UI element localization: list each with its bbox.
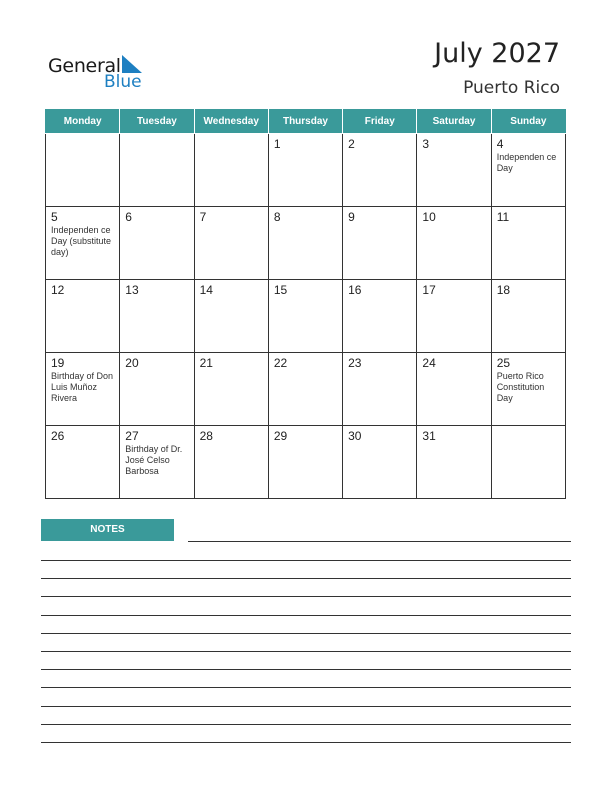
day-number: 6: [125, 210, 132, 224]
holiday-label: Birthday of Don Luis Muñoz Rivera: [51, 371, 114, 403]
notes-line: [41, 651, 571, 652]
day-cell: [417, 134, 491, 207]
day-cell: [194, 280, 268, 353]
day-number: 10: [422, 210, 436, 224]
calendar-grid: [45, 109, 566, 499]
day-number: 26: [51, 429, 65, 443]
day-cell: [343, 426, 417, 499]
day-number: 20: [125, 356, 139, 370]
week-row: [46, 426, 566, 499]
weekday-header: Tuesday: [120, 110, 194, 134]
week-row: [46, 353, 566, 426]
week-row: [46, 134, 566, 207]
day-cell: [491, 426, 565, 499]
notes-line: [41, 706, 571, 707]
notes-line: [41, 578, 571, 579]
day-cell: [268, 134, 342, 207]
weekday-header: Friday: [343, 110, 417, 134]
day-cell: [343, 134, 417, 207]
day-cell: [120, 426, 194, 499]
day-cell: [46, 353, 120, 426]
day-number: 16: [348, 283, 362, 297]
day-cell: [417, 426, 491, 499]
day-number: 13: [125, 283, 139, 297]
day-cell: [343, 207, 417, 280]
weekday-header: Thursday: [268, 110, 342, 134]
day-number: 8: [273, 210, 281, 224]
day-cell: [46, 134, 120, 207]
notes-line: [41, 669, 571, 670]
weekday-header: Wednesday: [194, 110, 268, 134]
day-number: 2: [348, 137, 355, 151]
day-cell: [268, 353, 342, 426]
day-cell: [120, 353, 194, 426]
notes-label: NOTES: [41, 519, 174, 541]
day-number: 29: [273, 429, 288, 443]
day-number: 18: [496, 283, 511, 297]
day-cell: [491, 353, 565, 426]
day-number: 28: [199, 429, 213, 443]
day-number: 1: [273, 137, 281, 151]
day-number: 4: [496, 137, 504, 151]
day-cell: [268, 207, 342, 280]
week-row: [46, 280, 566, 353]
day-cell: [46, 207, 120, 280]
day-cell: [194, 134, 268, 207]
day-cell: [343, 280, 417, 353]
notes-line: [41, 724, 571, 725]
day-cell: [491, 207, 565, 280]
day-number: 27: [125, 429, 139, 443]
logo-text-blue: Blue: [104, 72, 142, 92]
day-number: 22: [273, 356, 288, 370]
day-number: 19: [51, 356, 65, 370]
notes-line: [41, 742, 571, 743]
notes-line: [41, 633, 571, 634]
day-cell: [120, 280, 194, 353]
day-cell: [46, 280, 120, 353]
day-number: 21: [199, 356, 213, 370]
day-number: 3: [422, 137, 430, 151]
weekday-header-row: [46, 110, 566, 134]
week-row: [46, 207, 566, 280]
notes-line: [188, 541, 571, 542]
day-cell: [417, 353, 491, 426]
day-number: 17: [422, 283, 436, 297]
day-number: 15: [273, 283, 288, 297]
day-number: 30: [348, 429, 362, 443]
day-number: 24: [422, 356, 436, 370]
day-cell: [46, 426, 120, 499]
day-cell: [491, 134, 565, 207]
notes-line: [41, 596, 571, 597]
holiday-label: Puerto Rico Constitution Day: [496, 371, 545, 403]
day-cell: [268, 426, 342, 499]
month-title: July 2027: [434, 38, 560, 69]
weekday-header: Saturday: [417, 110, 491, 134]
notes-line: [41, 615, 571, 616]
holiday-label: Independen ce Day: [496, 152, 557, 173]
weekday-header: Sunday: [491, 110, 565, 134]
day-cell: [120, 207, 194, 280]
day-number: 31: [422, 429, 436, 443]
day-cell: [417, 207, 491, 280]
day-number: 5: [51, 210, 58, 224]
day-number: 25: [496, 356, 511, 370]
day-cell: [268, 280, 342, 353]
day-number: 7: [199, 210, 207, 224]
day-cell: [194, 426, 268, 499]
holiday-label: Independen ce Day (substitute day): [51, 225, 112, 257]
general-blue-logo: [48, 52, 158, 92]
country-name: Puerto Rico: [463, 78, 560, 98]
notes-line: [41, 560, 571, 561]
holiday-label: Birthday of Dr. José Celso Barbosa: [125, 444, 183, 476]
day-number: 12: [51, 283, 65, 297]
day-cell: [491, 280, 565, 353]
day-number: 23: [348, 356, 362, 370]
logo-text-general: General: [48, 55, 121, 77]
logo-triangle-icon: [122, 55, 142, 73]
day-cell: [417, 280, 491, 353]
day-number: 11: [496, 210, 510, 224]
day-number: 14: [199, 283, 213, 297]
day-cell: [194, 207, 268, 280]
weekday-header: Monday: [46, 110, 120, 134]
day-cell: [343, 353, 417, 426]
notes-line: [41, 687, 571, 688]
day-cell: [120, 134, 194, 207]
day-cell: [194, 353, 268, 426]
day-number: 9: [348, 210, 355, 224]
